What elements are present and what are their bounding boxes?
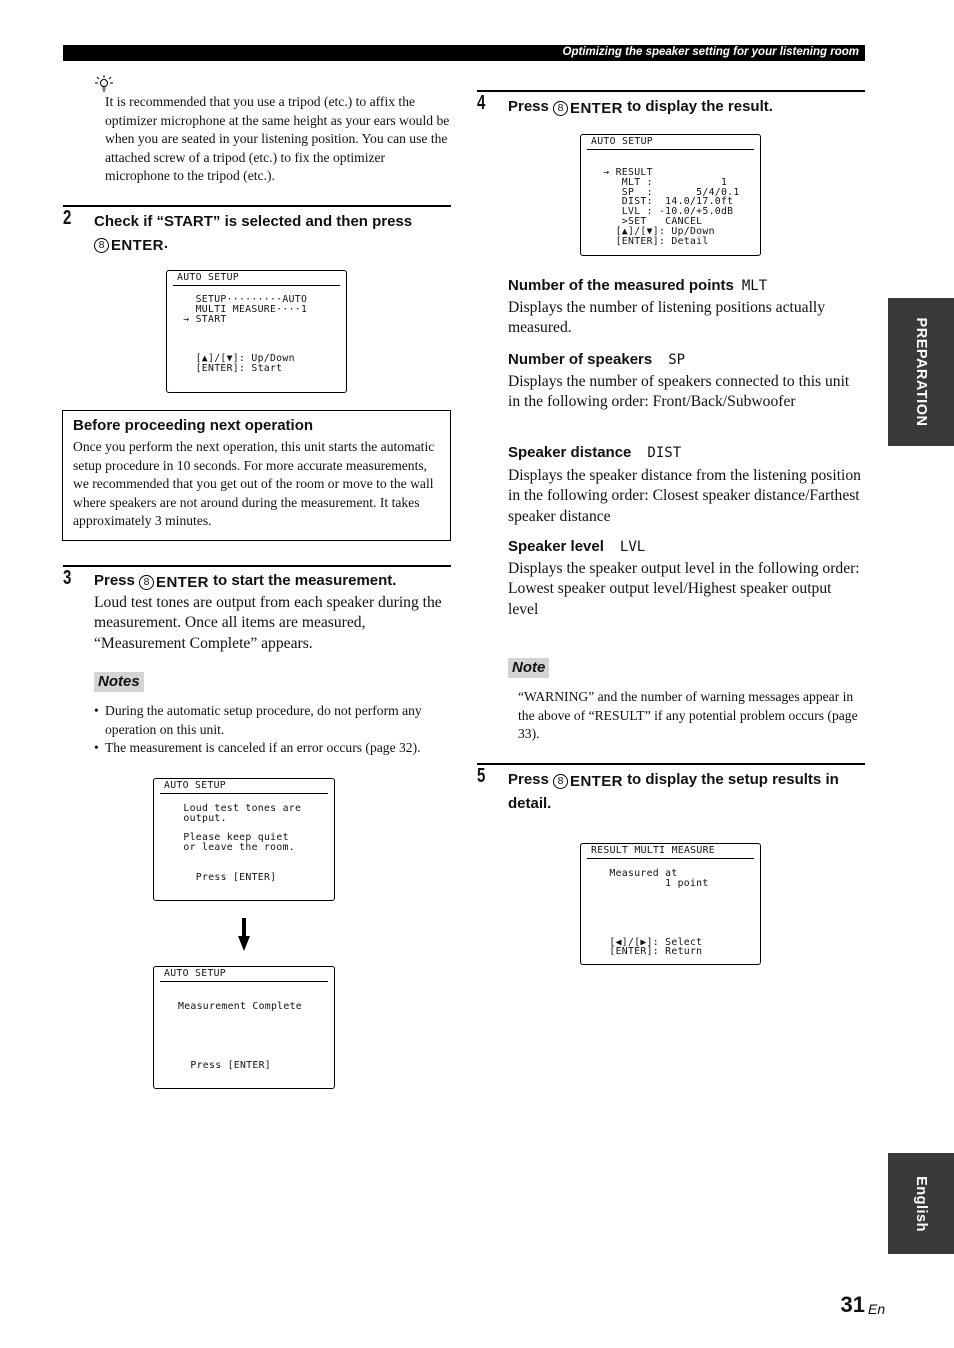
step4-number: 4 [477, 92, 486, 114]
side-tab-preparation [888, 298, 954, 446]
lcd-title: RESULT MULTI MEASURE [591, 845, 715, 856]
lcd-body: SETUP·········AUTO MULTI MEASURE····1 → START [▲]/[▼]: Up/Down [ENTER]: Start [183, 294, 308, 374]
note-text: “WARNING” and the number of warning messages appear in the above of “RESULT” if any potential problem occurs (page 33). [518, 689, 858, 741]
lcd-body: Measurement Complete Press [ENTER] [178, 1001, 302, 1071]
lcd-title: AUTO SETUP [164, 968, 226, 979]
step3-heading: Press 8 ENTER to start the measurement. [94, 570, 454, 594]
lcd-auto-setup-result [580, 134, 761, 256]
note-item: • During the automatic setup procedure, do not perform any operation on this unit. [94, 703, 422, 737]
step5-rule [477, 763, 865, 765]
definition-title-mlt: Number of the measured points MLT [508, 277, 768, 294]
lcd-body: Measured at 1 point [◀]/[▶]: Select [ENTER]: Return [609, 868, 709, 958]
step4-heading: Press 8 ENTER to display the result. [508, 96, 868, 120]
header-bar [63, 45, 865, 61]
step3-text: Loud test tones are output from each speaker during the measurement. Once all items are measured, “Measurement Complete” appears. [94, 594, 442, 652]
lcd-body: → RESULT MLT : 1 SP : 5/4/0.1 DIST: 14.0/17.0ft LVL : -10.0/+5.0dB >SET CANCEL [▲]/[▼]: Up/Down [ENTER]: Detail [603, 167, 740, 247]
step2-heading: Check if “START” is selected and then press 8 ENTER . [94, 211, 454, 257]
lightbulb-icon [94, 74, 114, 92]
before-box-title: Before proceeding next operation [73, 417, 314, 434]
lcd-title: AUTO SETUP [164, 780, 226, 791]
lcd-measurement-complete [153, 966, 335, 1089]
definition-text-lvl: Displays the speaker output level in the following order: Lowest speaker output level/Highest speaker output level [508, 560, 860, 618]
step2-rule [63, 205, 451, 207]
definition-text-sp: Displays the number of speakers connected to this unit in the following order: Front/Back/Subwoofer [508, 373, 850, 411]
step2-number: 2 [63, 207, 72, 229]
enter-key-icon: 8 ENTER [553, 98, 623, 120]
definition-title-sp: Number of speakers SP [508, 351, 686, 368]
step4-rule [477, 90, 865, 92]
side-tab-english [888, 1153, 954, 1254]
step3-number: 3 [63, 567, 72, 589]
step5-number: 5 [477, 765, 486, 787]
step3-rule [63, 565, 451, 567]
before-proceeding-box [62, 410, 451, 541]
note-label: Note [508, 658, 549, 678]
lcd-title: AUTO SETUP [591, 136, 653, 147]
lcd-auto-setup-start [166, 270, 347, 393]
page-lang: En [868, 1301, 886, 1317]
tip-text: It is recommended that you use a tripod (etc.) to affix the optimizer microphone at the same height as your ears would be when you are seated in your listening position. You can use the attached screw of a tripod (etc.) to fix the optimizer microphone to the tripod (etc.). [105, 94, 450, 183]
notes-list [94, 702, 452, 758]
note-item: • The measurement is canceled if an error occurs (page 32). [94, 740, 421, 755]
definition-title-dist: Speaker distance DIST [508, 444, 682, 461]
header-title: Optimizing the speaker setting for your listening room [562, 46, 859, 58]
arrow-down-icon [237, 918, 251, 952]
lcd-result-multi-measure [580, 843, 761, 965]
side-tab-preparation-label: PREPARATION [913, 317, 929, 427]
definition-text-mlt: Displays the number of listening positions actually measured. [508, 299, 826, 337]
side-tab-english-label: English [913, 1175, 929, 1232]
step5-heading: Press 8 ENTER to display the setup results in detail. [508, 771, 839, 812]
enter-key-icon: 8 ENTER [139, 572, 209, 594]
notes-label: Notes [94, 672, 144, 692]
lcd-title: AUTO SETUP [177, 272, 239, 283]
definition-title-lvl: Speaker level LVL [508, 538, 646, 555]
enter-key-icon: 8 ENTER [553, 771, 623, 793]
page-number: 31 [840, 1292, 865, 1317]
definition-text-dist: Displays the speaker distance from the listening position in the following order: Closest speaker distance/Farthest speaker distance [508, 467, 861, 525]
lcd-body: Loud test tones are output. Please keep quiet or leave the room. Press [ENTER] [183, 803, 302, 883]
before-box-text: Once you perform the next operation, this unit starts the automatic setup procedure in 10 seconds. For more accurate measurements, we recommended that you get out of the room or move to the wall where speakers are not around during the measurement. It takes approximately 3 minutes. [73, 439, 435, 528]
enter-key-icon: 8 ENTER [94, 235, 164, 257]
lcd-auto-setup-measuring [153, 778, 335, 901]
